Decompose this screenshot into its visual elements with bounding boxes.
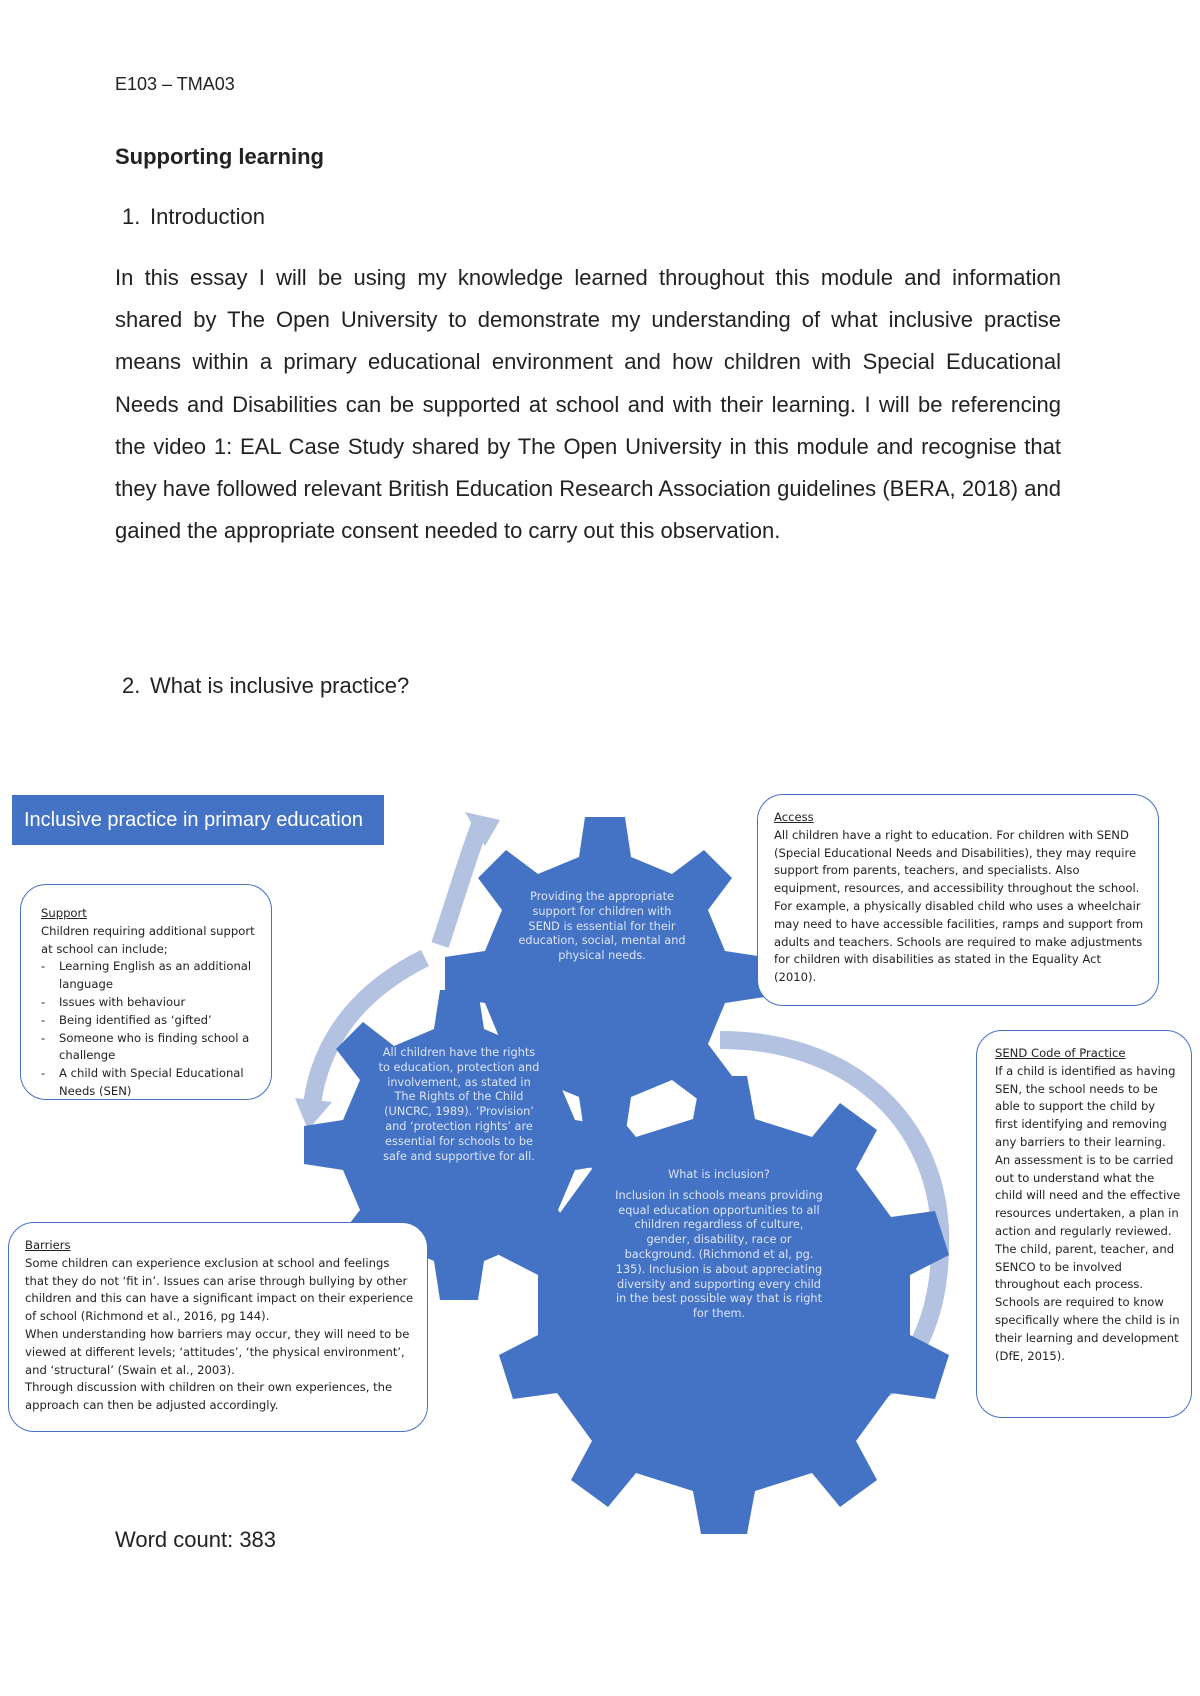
access-text: All children have a right to education. For children with SEND (Special Educational Needs and Disabilities), they may require support from parents, teachers, and specialists. Also equipment, resources, and accessibility throughout the school. For example, a physically disabled child who uses a wheelchair may need to have accessible facilities, ramps and support from adults and teachers. Schools are required to make adjustments for children with disabilities as stated in the Equality Act (2010). [774, 827, 1144, 985]
section-title: Introduction [150, 204, 265, 229]
gear-main-title: What is inclusion? [668, 1168, 770, 1181]
list-item: - Learning English as an additional language [41, 958, 261, 994]
barriers-paragraph-1: Some children can experience exclusion at school and feelings that they do not ‘fit in’. Issues can arise through bullying by other children and this can have a significant impact on their experience of school (Richmond et al., 2016, pg 144). [25, 1255, 414, 1324]
gear-top-text: Providing the appropriate support for children with SEND is essential for their education, social, mental and physical needs. [518, 890, 686, 963]
barriers-title: Barriers [25, 1238, 71, 1252]
list-item: - Someone who is finding school a challenge [41, 1030, 261, 1066]
section-number: 1. [122, 204, 141, 229]
list-item: - Being identified as ‘gifted’ [41, 1012, 261, 1030]
document-title: Supporting learning [115, 144, 324, 169]
support-list [41, 958, 261, 1100]
list-item: - Issues with behaviour [41, 994, 261, 1012]
send-text: If a child is identified as having SEN, the school needs to be able to support the child by first identifying and removing any barriers to their learning. An assessment is to be carried out to understand what the child will need and the effective resources undertaken, a plan in action and regularly reviewed. The child, parent, teacher, and SENCO to be involved throughout each process. Schools are required to know specifically where the child is in their learning and development (DfE, 2015). [995, 1063, 1181, 1363]
barriers-paragraph-2: When understanding how barriers may occur, they will need to be viewed at different levels; ‘attitudes’, ‘the physical environment’, and ‘structural’ (Swain et al., 2003). [25, 1326, 410, 1377]
introduction-paragraph: In this essay I will be using my knowledge learned throughout this module and information shared by The Open University to demonstrate my understanding of what inclusive practise means within a primary educational environment and how children with Special Educational Needs and Disabilities can be supported at school and with their learning. I will be referencing the video 1: EAL Case Study shared by The Open University in this module and recognise that they have followed relevant British Education Research Association guidelines (BERA, 2018) and gained the appropriate consent needed to carry out this observation. [115, 265, 1061, 544]
section-number: 2. [122, 673, 141, 698]
barriers-paragraph-3: Through discussion with children on their own experiences, the approach can then be adjusted accordingly. [25, 1380, 393, 1413]
support-title: Support [41, 906, 87, 920]
section-title: What is inclusive practice? [150, 673, 410, 698]
word-count: Word count: 383 [115, 1527, 277, 1552]
cycle-arrow-top [440, 825, 480, 945]
support-box [20, 884, 272, 1100]
document-header: E103 – TMA03 [115, 74, 235, 94]
access-box [757, 794, 1159, 1006]
gear-left-text: All children have the rights to education, protection and involvement, as stated in The Rights of the Child (UNCRC, 1989). ‘Provision’ and ‘protection rights’ are essential for schools to be safe and supportive for all. [378, 1046, 540, 1163]
gear-main-text [612, 1168, 826, 1322]
gear-main-body: Inclusion in schools means providing equal education opportunities to all children regardless of culture, gender, disability, race or background. (Richmond et al, pg. 135). Inclusion is about appreciating diversity and supporting every child in the best possible way that is right for them. [615, 1188, 823, 1321]
list-item: - A child with Special Educational Needs (SEN) [41, 1065, 261, 1101]
send-title: SEND Code of Practice [995, 1046, 1126, 1060]
access-title: Access [774, 810, 814, 824]
diagram-title-banner: Inclusive practice in primary education [12, 795, 384, 845]
support-intro: Children requiring additional support at school can include; [41, 923, 255, 956]
send-code-of-practice-box [976, 1030, 1192, 1418]
barriers-box [8, 1222, 428, 1432]
